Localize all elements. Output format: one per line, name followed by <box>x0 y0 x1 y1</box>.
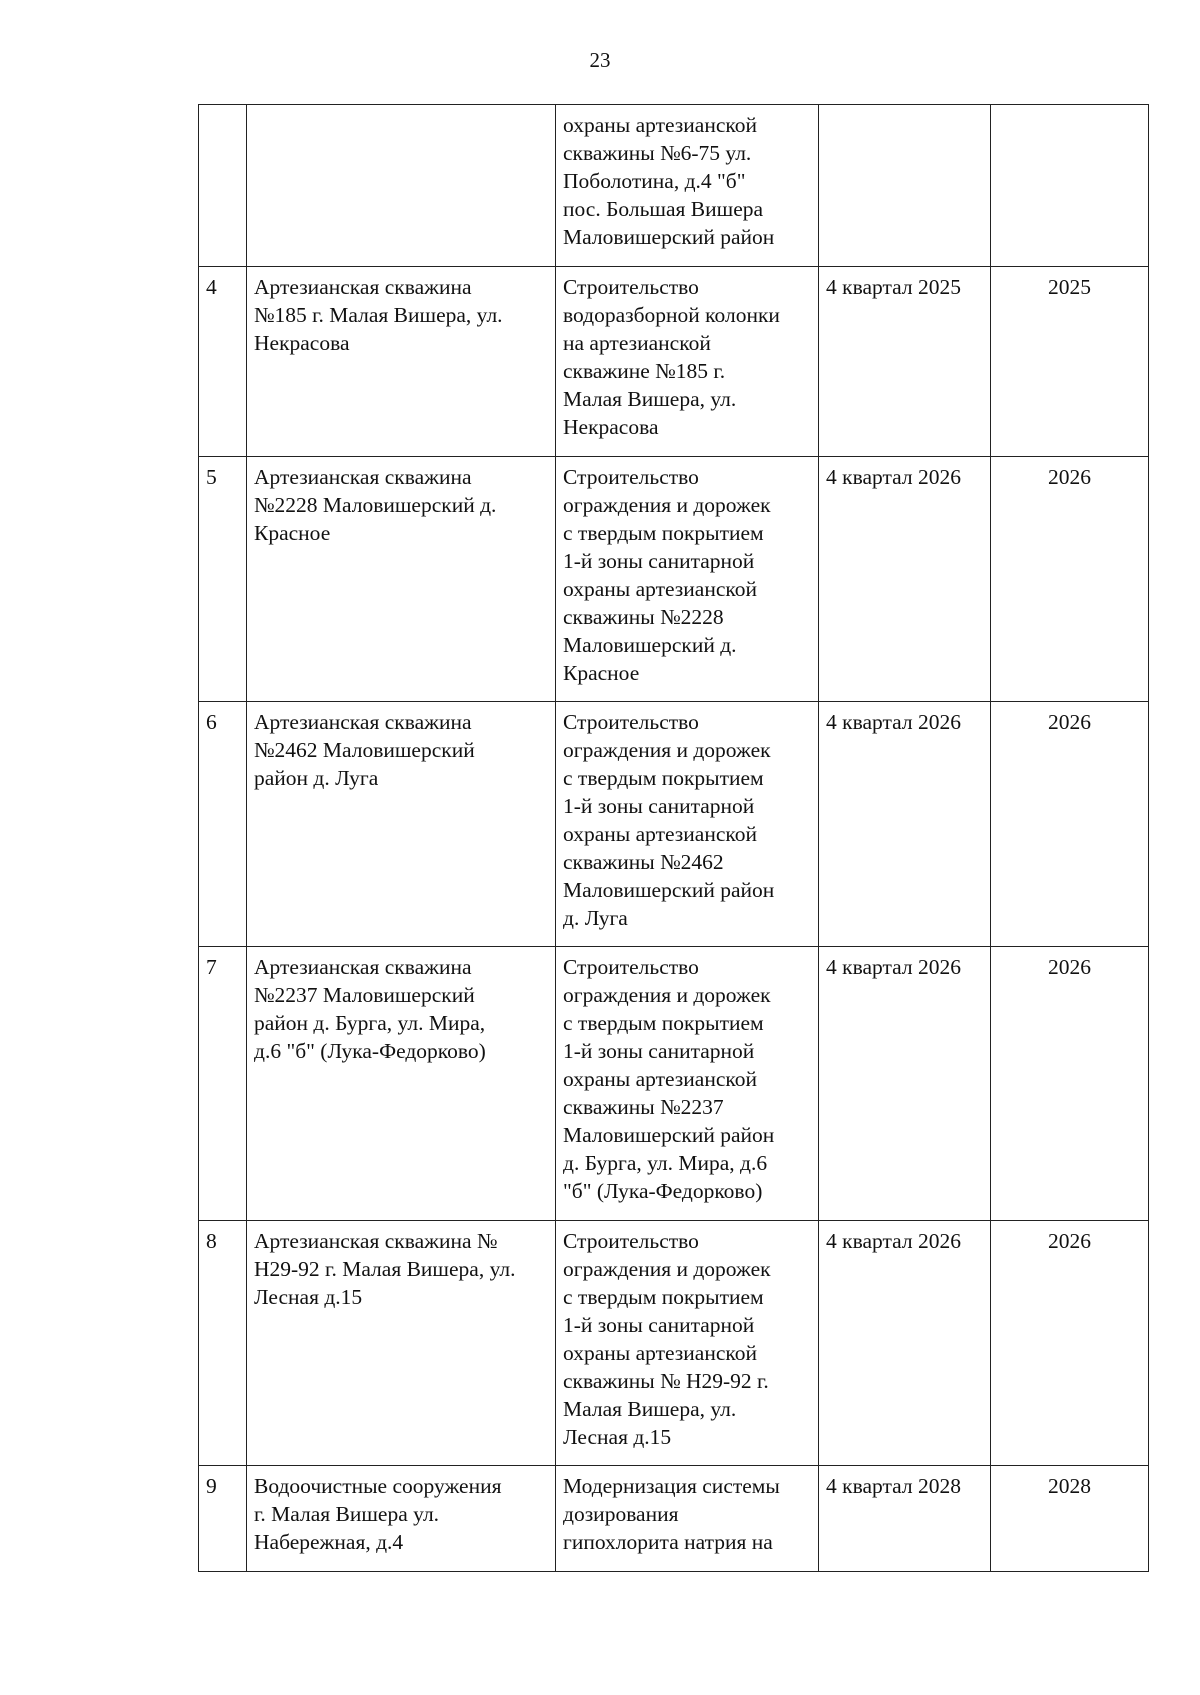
row-number-cell: 9 <box>199 1466 247 1572</box>
table-row <box>199 947 1149 1221</box>
object-cell: Артезианская скважина №2228 Маловишерский д. Красное <box>247 457 556 702</box>
object-cell: Артезианская скважина №2462 Маловишерский район д. Луга <box>247 702 556 947</box>
period-cell: 4 квартал 2026 <box>819 457 991 702</box>
table-row <box>199 267 1149 457</box>
row-number-cell: 4 <box>199 267 247 457</box>
year-cell: 2026 <box>991 457 1149 702</box>
year-cell: 2026 <box>991 1221 1149 1466</box>
row-number-cell: 8 <box>199 1221 247 1466</box>
measure-cell: Строительство ограждения и дорожек с твердым покрытием 1-й зоны санитарной охраны артезианской скважины №2462 Маловишерский район д. Луга <box>556 702 819 947</box>
page-number: 23 <box>589 48 611 72</box>
year-cell: 2028 <box>991 1466 1149 1572</box>
row-number-cell: 6 <box>199 702 247 947</box>
table-row <box>199 702 1149 947</box>
measure-cell: Строительство ограждения и дорожек с твердым покрытием 1-й зоны санитарной охраны артезианской скважины №2237 Маловишерский район д. Бурга, ул. Мира, д.6 "б" (Лука-Федорково) <box>556 947 819 1221</box>
table-row <box>199 1221 1149 1466</box>
period-cell <box>819 105 991 267</box>
measure-cell: Строительство ограждения и дорожек с твердым покрытием 1-й зоны санитарной охраны артезианской скважины № Н29-92 г. Малая Вишера, ул. Лесная д.15 <box>556 1221 819 1466</box>
year-cell <box>991 105 1149 267</box>
row-number-cell: 5 <box>199 457 247 702</box>
period-cell: 4 квартал 2026 <box>819 1221 991 1466</box>
object-cell: Артезианская скважина № Н29-92 г. Малая Вишера, ул. Лесная д.15 <box>247 1221 556 1466</box>
year-cell: 2026 <box>991 702 1149 947</box>
object-cell: Водоочистные сооружения г. Малая Вишера ул. Набережная, д.4 <box>247 1466 556 1572</box>
measure-cell: Строительство ограждения и дорожек с твердым покрытием 1-й зоны санитарной охраны артезианской скважины №2228 Маловишерский д. Красное <box>556 457 819 702</box>
object-cell <box>247 105 556 267</box>
object-cell: Артезианская скважина №185 г. Малая Вишера, ул. Некрасова <box>247 267 556 457</box>
row-number-cell: 7 <box>199 947 247 1221</box>
measure-cell: охраны артезианской скважины №6-75 ул. Поболотина, д.4 "б" пос. Большая Вишера Маловишерский район <box>556 105 819 267</box>
period-cell: 4 квартал 2028 <box>819 1466 991 1572</box>
row-number-cell <box>199 105 247 267</box>
period-cell: 4 квартал 2025 <box>819 267 991 457</box>
object-cell: Артезианская скважина №2237 Маловишерский район д. Бурга, ул. Мира, д.6 "б" (Лука-Федорково) <box>247 947 556 1221</box>
measure-cell: Строительство водоразборной колонки на артезианской скважине №185 г. Малая Вишера, ул. Некрасова <box>556 267 819 457</box>
period-cell: 4 квартал 2026 <box>819 947 991 1221</box>
table-row <box>199 1466 1149 1572</box>
year-cell: 2025 <box>991 267 1149 457</box>
table-row <box>199 105 1149 267</box>
year-cell: 2026 <box>991 947 1149 1221</box>
period-cell: 4 квартал 2026 <box>819 702 991 947</box>
measure-cell: Модернизация системы дозирования гипохлорита натрия на <box>556 1466 819 1572</box>
table-row <box>199 457 1149 702</box>
measures-table <box>198 104 1149 1572</box>
